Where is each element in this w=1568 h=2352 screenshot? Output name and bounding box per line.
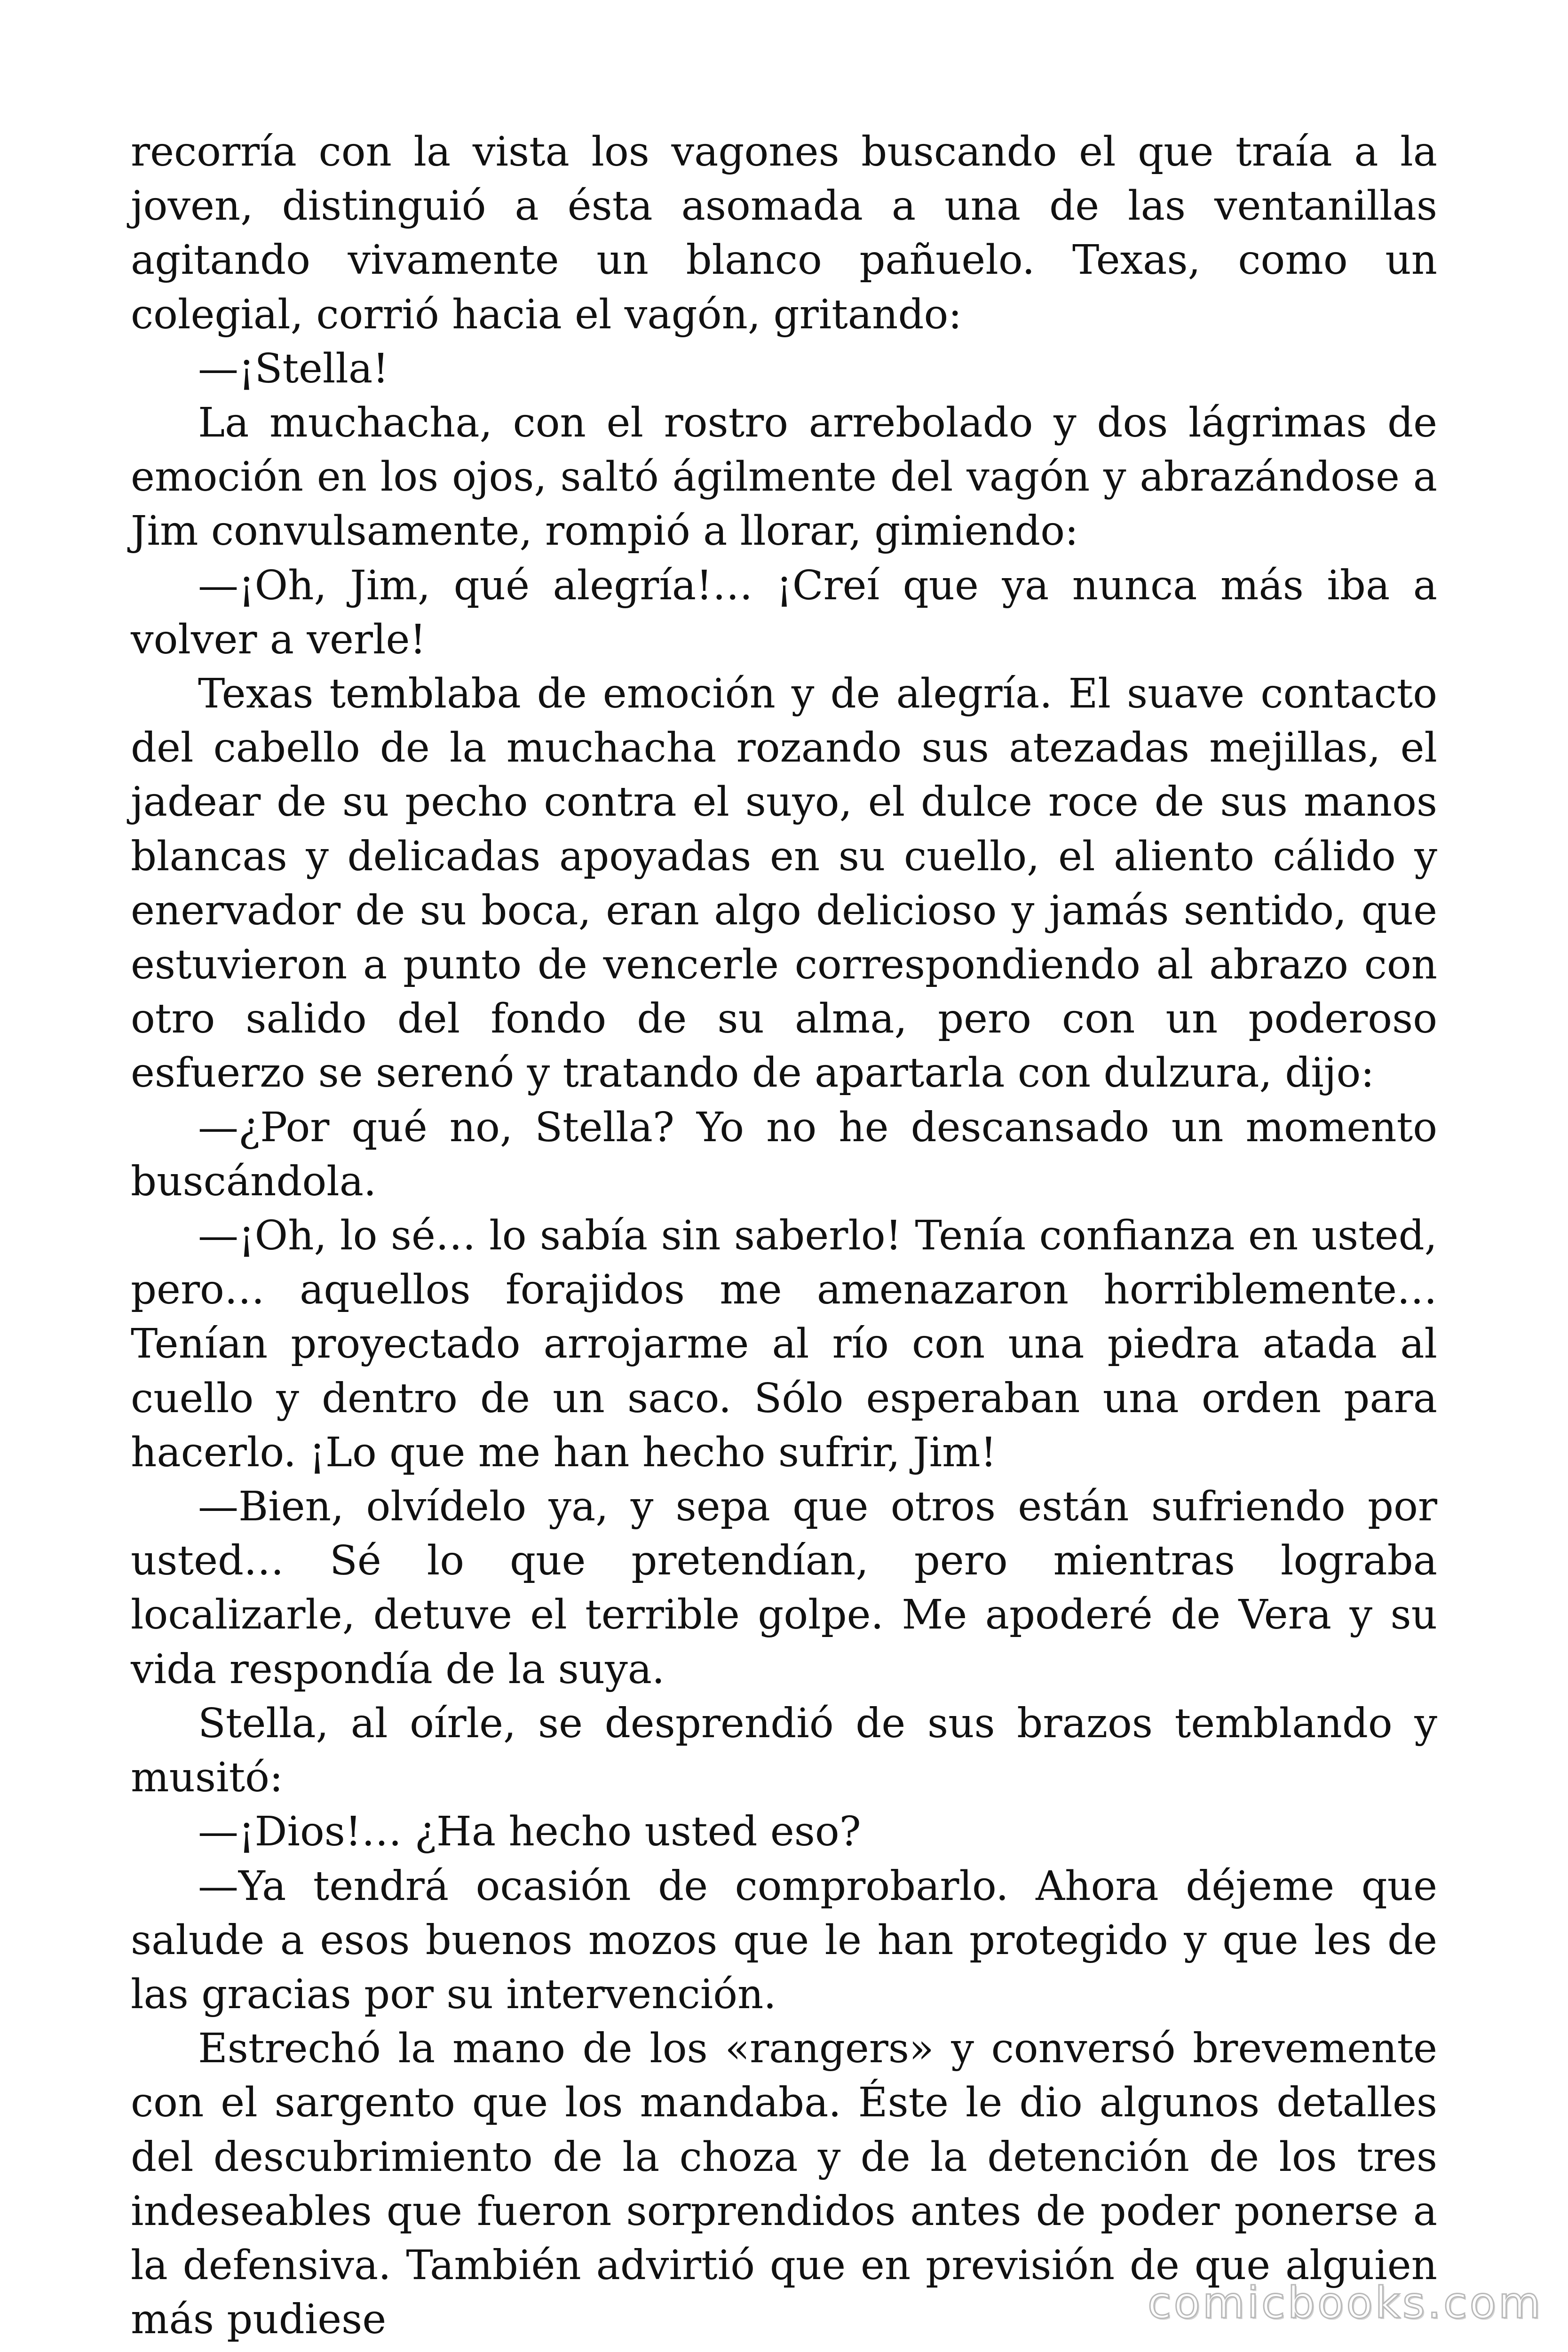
paragraph-4: —¡Oh, Jim, qué alegría!… ¡Creí que ya nunca más iba a volver a verle! <box>131 562 1437 663</box>
paragraph-12: Estrechó la mano de los «rangers» y conversó brevemente con el sargento que los mandaba. Éste le dio algunos detalles del descubrimiento de la choza y de la detención de los tres indeseables que fueron sorprendidos antes de poder ponerse a la defensiva. También advirtió que en previsión de que alguien más pudiese <box>131 2025 1437 2344</box>
paragraph-5: Texas temblaba de emoción y de alegría. El suave contacto del cabello de la muchacha rozando sus atezadas mejillas, el jadear de su pecho contra el suyo, el dulce roce de sus manos blancas y delicadas apoyadas en su cuello, el aliento cálido y enervador de su boca, eran algo delicioso y jamás sentido, que estuvieron a punto de vencerle correspondiendo al abrazo con otro salido del fondo de su alma, pero con un poderoso esfuerzo se serenó y tratando de apartarla con dulzura, dijo: <box>131 670 1437 1097</box>
paragraph-10: —¡Dios!… ¿Ha hecho usted eso? <box>198 1808 861 1856</box>
paragraph-2: —¡Stella! <box>198 345 389 392</box>
paragraph-11: —Ya tendrá ocasión de comprobarlo. Ahora déjeme que salude a esos buenos mozos que le han protegido y que les de las gracias por su intervención. <box>131 1862 1437 2018</box>
watermark: comicbooks.com <box>1148 2278 1543 2328</box>
paragraph-1: recorría con la vista los vagones buscando el que traía a la joven, distinguió a ésta asomada a una de las ventanillas agitando vivamente un blanco pañuelo. Texas, como un colegial, corrió hacia el vagón, gritando: <box>131 128 1437 338</box>
paragraph-8: —Bien, olvídelo ya, y sepa que otros están sufriendo por usted… Sé lo que pretendían, pero mientras lograba localizarle, detuve el terrible golpe. Me apoderé de Vera y su vida respondía de la suya. <box>131 1483 1437 1693</box>
page-text <box>131 125 1437 2347</box>
paragraph-3: La muchacha, con el rostro arrebolado y dos lágrimas de emoción en los ojos, saltó ágilmente del vagón y abrazándose a Jim convulsamente, rompió a llorar, gimiendo: <box>131 399 1437 555</box>
paragraph-6: —¿Por qué no, Stella? Yo no he descansado un momento buscándola. <box>131 1104 1437 1205</box>
paragraph-7: —¡Oh, lo sé… lo sabía sin saberlo! Tenía confianza en usted, pero… aquellos forajidos me amenazaron horriblemente… Tenían proyectado arrojarme al río con una piedra atada al cuello y dentro de un saco. Sólo esperaban una orden para hacerlo. ¡Lo que me han hecho sufrir, Jim! <box>131 1212 1437 1476</box>
paragraph-9: Stella, al oírle, se desprendió de sus brazos temblando y musitó: <box>131 1700 1437 1802</box>
